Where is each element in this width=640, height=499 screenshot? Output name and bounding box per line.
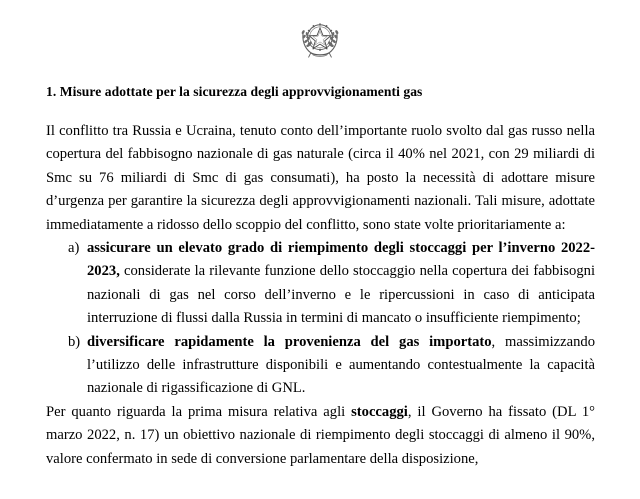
intro-paragraph-text: Il conflitto tra Russia e Ucraina, tenuto conto dell’importante ruolo svolto dal gas russo nella copertura del fabbisogno nazionale di gas naturale (circa il 40% nel 2021, con 29 miliardi di Smc su 76 miliardi di Smc di gas consumati), ha posto la necessità di adottare misure d’urgenza per garantire la sicurezza degli approvvigionamenti nazionali. Tali misure, adottate immediatamente a ridosso dello scoppio del conflitto, sono state volte prioritariamente a: (46, 122, 595, 233)
storage-paragraph (46, 401, 595, 471)
measures-list (46, 237, 595, 401)
list-item-b-text: , massimizzando l’utilizzo delle infrastrutture disponibili e aumentando contestualmente la capacità nazionale di rigassificazione di GNL. (87, 333, 595, 397)
list-marker-b: b) (68, 333, 81, 350)
storage-paragraph-text-2: , il Governo ha fissato (DL 1° marzo 2022, n. 17) un obiettivo nazionale di riempimento degli stoccaggi di almeno il 90%, valore confermato in sede di conversione parlamentare della disposizione, (46, 403, 595, 467)
document-body (46, 84, 595, 471)
storage-paragraph-text-1: Per quanto riguarda la prima misura relativa agli (46, 403, 352, 420)
list-item-b-bold-lead: diversificare rapidamente la provenienza del gas importato (87, 333, 492, 350)
list-item (46, 237, 595, 331)
measures-list-block (46, 237, 595, 401)
list-item-a-text: considerate la rilevante funzione dello stoccaggio nella copertura dei fabbisogni nazionali di gas nel corso dell’inverno e le ripercussioni in caso di anticipata interruzione di flussi dalla Russia in termini di mancato o insufficiente riempimento; (87, 263, 595, 327)
list-item-a-bold-lead: assicurare un elevato grado di riempimento degli stoccaggi per l’inverno 2022- 2023, (87, 240, 595, 280)
intro-paragraph (46, 120, 595, 237)
emblem-header (0, 16, 640, 62)
section-heading: 1. Misure adottate per la sicurezza degli approvvigionamenti gas (46, 84, 423, 99)
list-item (46, 331, 595, 401)
storage-paragraph-bold-term: stoccaggi (351, 403, 408, 420)
italian-republic-emblem-icon (297, 16, 343, 62)
list-marker-a: a) (68, 240, 80, 257)
